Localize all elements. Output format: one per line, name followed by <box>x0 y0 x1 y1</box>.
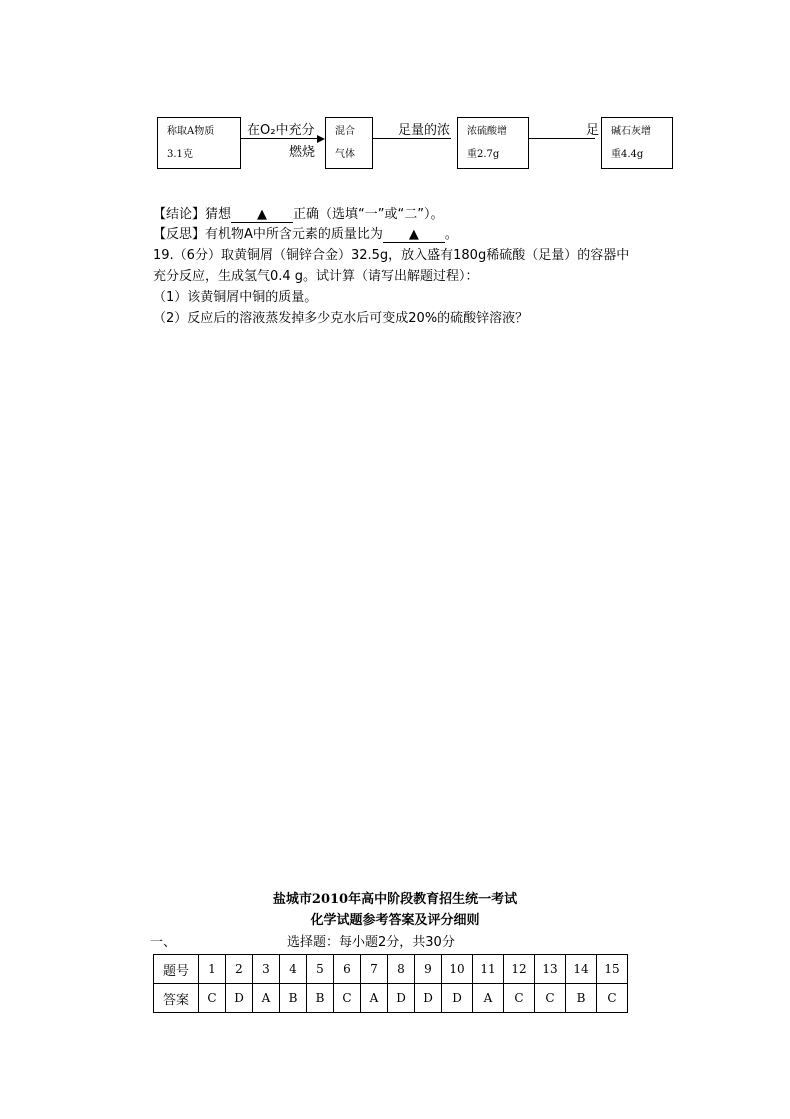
flow-arrow-3 <box>529 138 595 139</box>
question-number: 8 <box>388 955 415 984</box>
answer-table <box>153 954 628 1013</box>
question-number: 9 <box>415 955 442 984</box>
answer-letter: A <box>253 984 280 1013</box>
conclusion-suffix: 正确（选填“一”或“二”）。 <box>293 207 444 222</box>
flow-box-mixed-gas-line2: 气体 <box>335 149 355 160</box>
conclusion-prefix: 【结论】猜想 <box>153 207 232 222</box>
flow-arrow-1 <box>241 138 319 139</box>
answer-letter: B <box>566 984 597 1013</box>
reflection-blank: ▲ <box>383 228 445 243</box>
answer-letter: A <box>473 984 504 1013</box>
header-answer: 答案 <box>154 984 199 1013</box>
question-number: 13 <box>535 955 566 984</box>
flow-box-sample <box>157 117 241 169</box>
flow-arrowhead-1 <box>317 135 325 143</box>
flow-box-soda-lime <box>601 117 673 169</box>
flow-box-sample-line2: 3.1克 <box>167 149 193 160</box>
section-number: 一、 <box>150 935 177 950</box>
conclusion-line <box>153 203 443 223</box>
question-number: 5 <box>307 955 334 984</box>
flow-arrow-2-top-label: 足量的浓 <box>398 123 451 138</box>
question-number: 7 <box>361 955 388 984</box>
reflection-line <box>153 223 458 243</box>
answer-key-subtitle: 化学试题参考答案及评分细则 <box>310 913 480 928</box>
conclusion-blank: ▲ <box>231 208 293 223</box>
question-number: 11 <box>473 955 504 984</box>
answer-key-title: 盐城市2010年高中阶段教育招生统一考试 <box>272 892 518 907</box>
flow-box-sample-line1: 称取A物质 <box>167 126 215 137</box>
section-description: 选择题：每小题2分，共30分 <box>287 935 455 950</box>
question-number: 12 <box>504 955 535 984</box>
question-19-sub2: （2）反应后的溶液蒸发掉多少克水后可变成20%的硫酸锌溶液？ <box>153 311 529 326</box>
question-number: 2 <box>226 955 253 984</box>
flow-box-mixed-gas-line1: 混合 <box>335 126 355 137</box>
header-question-number: 题号 <box>154 955 199 984</box>
flow-arrow-1-top-label: 在O₂中充分 <box>247 123 315 138</box>
answer-letter: C <box>199 984 226 1013</box>
question-number: 1 <box>199 955 226 984</box>
answer-letter: C <box>597 984 628 1013</box>
answer-table-answer-row <box>154 984 628 1013</box>
question-19-sub1: （1）该黄铜屑中铜的质量。 <box>153 290 318 305</box>
flow-box-sulfuric-acid-line2: 重2.7g <box>467 149 500 160</box>
answer-letter: C <box>504 984 535 1013</box>
question-number: 3 <box>253 955 280 984</box>
answer-letter: A <box>361 984 388 1013</box>
question-number: 15 <box>597 955 628 984</box>
flow-box-soda-lime-line1: 碱石灰增 <box>611 126 651 137</box>
flow-box-sulfuric-acid-line1: 浓硫酸增 <box>467 126 507 137</box>
answer-letter: B <box>280 984 307 1013</box>
reflection-prefix: 【反思】有机物A中所含元素的质量比为 <box>153 227 383 242</box>
flow-box-soda-lime-line2: 重4.4g <box>611 149 644 160</box>
answer-table-number-row <box>154 955 628 984</box>
answer-letter: B <box>307 984 334 1013</box>
flow-arrow-2 <box>373 138 451 139</box>
question-19-line2: 充分反应，生成氢气0.4 g。试计算（请写出解题过程）： <box>153 269 479 284</box>
question-number: 14 <box>566 955 597 984</box>
reflection-suffix: 。 <box>444 227 458 242</box>
answer-letter: D <box>415 984 442 1013</box>
answer-letter: D <box>388 984 415 1013</box>
flow-arrow-1-bottom-label: 燃烧 <box>289 145 316 160</box>
flow-arrow-3-top-label: 足 <box>586 123 600 138</box>
flow-box-sulfuric-acid <box>457 117 529 169</box>
answer-letter: C <box>334 984 361 1013</box>
answer-letter: C <box>535 984 566 1013</box>
answer-letter: D <box>442 984 473 1013</box>
question-number: 6 <box>334 955 361 984</box>
question-19-line1: 19.（6分）取黄铜屑（铜锌合金）32.5g，放入盛有180g稀硫酸（足量）的容器中 <box>153 248 630 263</box>
question-number: 10 <box>442 955 473 984</box>
flow-box-mixed-gas <box>325 117 373 169</box>
question-number: 4 <box>280 955 307 984</box>
answer-letter: D <box>226 984 253 1013</box>
